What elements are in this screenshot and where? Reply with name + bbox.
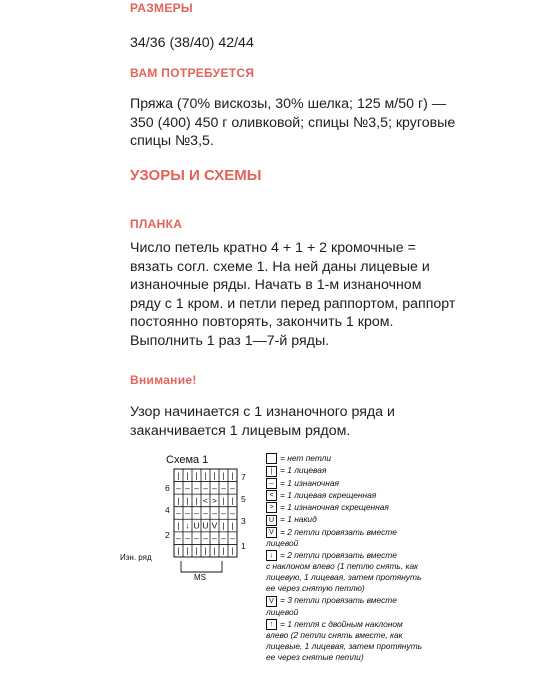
- patterns-heading: УЗОРЫ И СХЕМЫ: [130, 167, 262, 184]
- stitch-symbol: –: [221, 482, 226, 493]
- attention-line: заканчивается 1 лицевым рядом.: [130, 422, 351, 439]
- stitch-symbol: |: [195, 495, 198, 506]
- arrow-up-icon: ↑: [266, 619, 277, 630]
- stitch-symbol: |: [204, 470, 207, 481]
- row-number-6: 6: [165, 483, 170, 493]
- left-angle-icon: <: [266, 490, 277, 501]
- stitch-symbol: |: [222, 470, 225, 481]
- stitch-symbol: |: [213, 470, 216, 481]
- triple-v-icon: V: [266, 596, 277, 607]
- scheme-legend: [266, 453, 466, 663]
- horizontal-dash-icon: –: [266, 478, 277, 489]
- v-check-icon: V: [266, 527, 277, 538]
- stitch-symbol: –: [185, 482, 190, 493]
- stitch-symbol: |: [222, 495, 225, 506]
- legend-item: < = 1 лицевая скрещенная: [266, 490, 466, 501]
- stitch-symbol: –: [230, 533, 235, 544]
- stitch-symbol: –: [185, 533, 190, 544]
- stitch-symbol: ↓: [185, 520, 190, 531]
- row-number-5: 5: [241, 494, 246, 504]
- stitch-symbol: –: [212, 507, 217, 518]
- row-number-4: 4: [165, 505, 170, 515]
- stitch-symbol: |: [231, 495, 234, 506]
- stitch-symbol: |: [231, 470, 234, 481]
- stitch-symbol: |: [177, 520, 180, 531]
- legend-item: – = 1 изнаночная: [266, 478, 466, 489]
- stitch-symbol: –: [194, 482, 199, 493]
- placket-heading: ПЛАНКА: [130, 217, 183, 231]
- yarn-over-icon: U: [266, 515, 277, 526]
- wrong-row-label: Изн. ряд: [120, 553, 152, 562]
- legend-item: ↓ = 2 петли провязать вместе с наклоном влево (1 петлю снять, как лицевую, 1 лицевая, затем протянуть ее через снятую петлю): [266, 549, 422, 594]
- stitch-symbol: |: [195, 470, 198, 481]
- stitch-symbol: –: [176, 533, 181, 544]
- stitch-symbol: –: [203, 482, 208, 493]
- stitch-symbol: |: [186, 545, 189, 556]
- vertical-bar-icon: |: [266, 466, 277, 477]
- placket-line: постоянно повторять, закончить 1 кром.: [130, 314, 394, 331]
- legend-item: U = 1 накид: [266, 514, 466, 525]
- empty-square-icon: [266, 453, 277, 464]
- stitch-symbol: |: [186, 495, 189, 506]
- stitch-symbol: |: [222, 545, 225, 556]
- stitch-symbol: –: [212, 533, 217, 544]
- stitch-symbol: –: [230, 482, 235, 493]
- sizes-value: 34/36 (38/40) 42/44: [130, 35, 254, 51]
- arrow-down-icon: ↓: [266, 550, 277, 561]
- materials-line: 350 (400) 450 г оливковой; спицы №3,5; круговые: [130, 114, 456, 131]
- placket-line: вязать согл. схеме 1. На ней даны лицевые и: [130, 258, 430, 275]
- stitch-symbol: U: [193, 520, 200, 531]
- right-angle-icon: >: [266, 502, 277, 513]
- stitch-symbol: >: [212, 495, 217, 506]
- stitch-symbol: –: [212, 482, 217, 493]
- legend-item: V = 3 петли провязать вместе лицевой: [266, 595, 397, 617]
- stitch-symbol: –: [230, 507, 235, 518]
- row-number-3: 3: [241, 516, 246, 526]
- stitch-symbol: |: [177, 495, 180, 506]
- sizes-heading: РАЗМЕРЫ: [130, 1, 193, 15]
- attention-line: Узор начинается с 1 изнаночного ряда и: [130, 404, 395, 420]
- stitch-symbol: |: [177, 470, 180, 481]
- attention-heading: Внимание!: [130, 373, 197, 387]
- placket-line: Число петель кратно 4 + 1 + 2 кромочные =: [130, 240, 416, 256]
- materials-line: Пряжа (70% вискозы, 30% шелка; 125 м/50 г) —: [130, 96, 447, 112]
- row-number-1: 1: [241, 541, 246, 551]
- stitch-symbol: –: [185, 507, 190, 518]
- legend-item: = нет петли: [266, 453, 466, 464]
- stitch-symbol: –: [203, 533, 208, 544]
- stitch-symbol: –: [221, 507, 226, 518]
- scheme-title: Схема 1: [166, 454, 209, 466]
- stitch-symbol: –: [194, 533, 199, 544]
- row-number-2: 2: [165, 530, 170, 540]
- materials-line: спицы №3,5.: [130, 133, 214, 150]
- knitting-scheme: [118, 448, 258, 588]
- materials-heading: ВАМ ПОТРЕБУЕТСЯ: [130, 66, 255, 80]
- legend-item: > = 1 изнаночная скрещенная: [266, 502, 466, 513]
- stitch-symbol: –: [176, 482, 181, 493]
- legend-item: ↑ = 1 петля с двойным наклоном влево (2 петли снять вместе, как лицевые, 1 лицевая, затем протянуть ее через снятые петли): [266, 618, 422, 662]
- stitch-symbol: –: [221, 533, 226, 544]
- stitch-symbol: |: [204, 545, 207, 556]
- placket-line: изнаночные ряды. Начать в 1-м изнаночном: [130, 277, 422, 294]
- attention-text: [130, 403, 395, 440]
- stitch-symbol: |: [195, 545, 198, 556]
- stitch-symbol: |: [231, 545, 234, 556]
- stitch-symbol: |: [186, 470, 189, 481]
- row-number-7: 7: [241, 472, 246, 482]
- stitch-symbol: –: [176, 507, 181, 518]
- stitch-symbol: V: [211, 520, 218, 531]
- placket-line: ряду с 1 кром. и петли перед раппортом, раппорт: [130, 295, 456, 312]
- stitch-symbol: <: [203, 495, 208, 506]
- legend-item: V = 2 петли провязать вместе лицевой: [266, 526, 397, 548]
- stitch-symbol: –: [203, 507, 208, 518]
- stitch-symbol: |: [231, 520, 234, 531]
- materials-text: [130, 95, 455, 151]
- stitch-symbol: |: [213, 545, 216, 556]
- ms-label: MS: [194, 573, 206, 582]
- stitch-symbol: –: [194, 507, 199, 518]
- stitch-symbol: U: [202, 520, 209, 531]
- placket-text: [130, 239, 455, 351]
- stitch-symbol: |: [177, 545, 180, 556]
- legend-item: | = 1 лицевая: [266, 465, 466, 476]
- stitch-symbol: |: [222, 520, 225, 531]
- placket-line: Выполнить 1 раз 1—7-й ряды.: [130, 332, 330, 349]
